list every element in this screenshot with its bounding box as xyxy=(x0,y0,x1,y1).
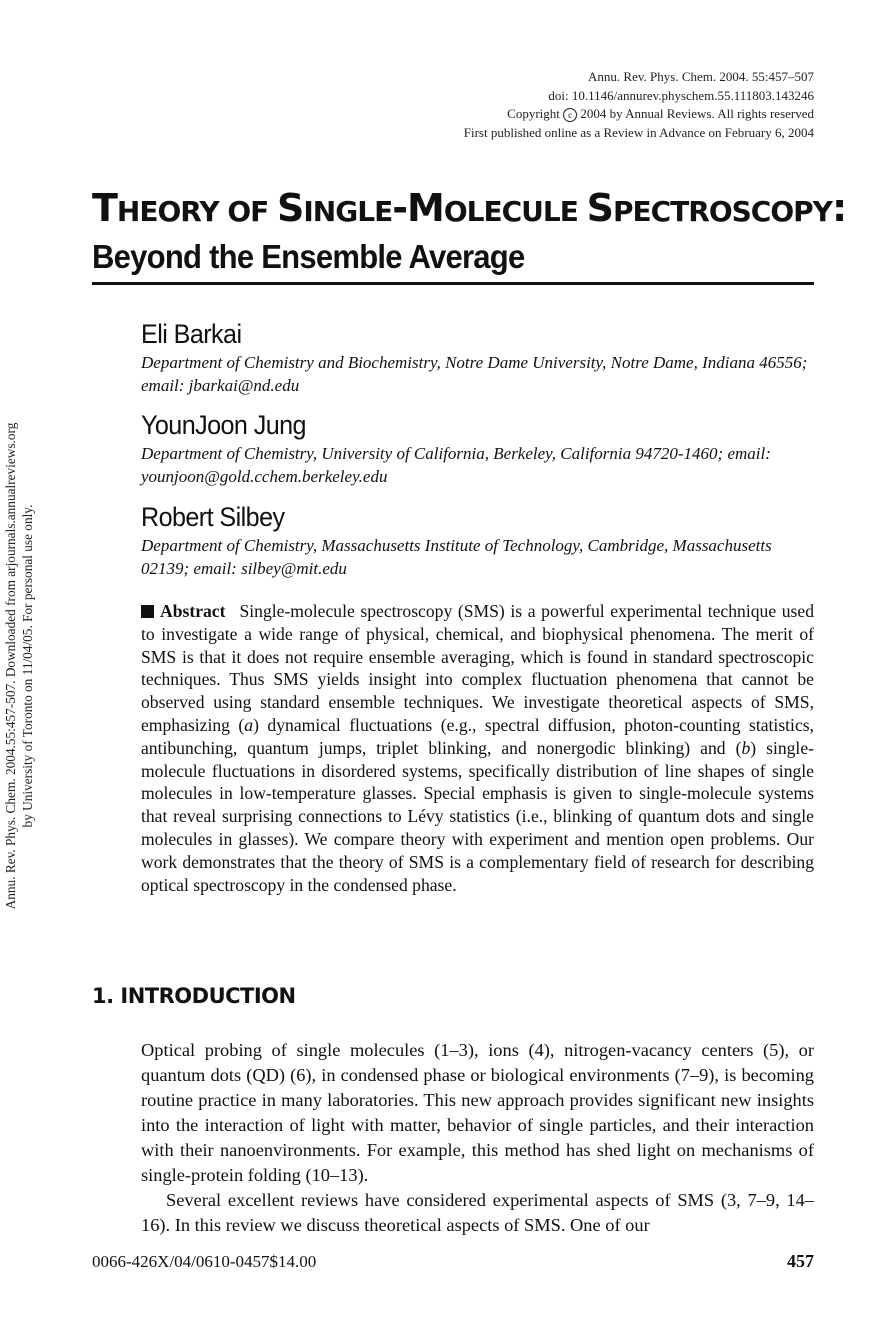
doi-line: doi: 10.1146/annurev.physchem.55.111803.143246 xyxy=(548,87,814,103)
body-text xyxy=(141,1038,814,1238)
page-number: 457 xyxy=(787,1251,814,1271)
title-part: : xyxy=(831,186,847,230)
author-name: Robert Silbey xyxy=(141,502,285,532)
paragraph: Optical probing of single molecules (1–3), ions (4), nitrogen-vacancy centers (5), or quantum dots (QD) (6), in condensed phase or biological environments (7–9), is becoming routine practice in many laboratories. This new approach provides significant new insights into the interaction of light with matter, behavior of single particles, and their interaction with their nanoenvironments. For example, this method has shed light on mechanisms of single-protein folding (10–13). xyxy=(141,1040,814,1185)
title-rule xyxy=(92,282,814,285)
abstract-item-b: b xyxy=(741,737,751,758)
author-affiliation: Department of Chemistry, Massachusetts Institute of Technology, Cambridge, Massachusetts 02139; email: silbey@mit.edu xyxy=(141,536,772,578)
published-line: First published online as a Review in Advance on February 6, 2004 xyxy=(463,124,814,140)
title-part: INGLE xyxy=(303,195,393,228)
title-part: M xyxy=(406,186,444,230)
abstract xyxy=(141,600,814,896)
abstract-bullet-icon xyxy=(141,605,154,618)
article-title xyxy=(92,186,847,230)
section-heading: 1. INTRODUCTION xyxy=(92,984,296,1008)
abstract-text: Single-molecule spectroscopy (SMS) is a powerful experimental technique used to investigate a wide range of physical, chemical, and biophysical phenomena. The merit of SMS is that it does not require ensemble averaging, which is found in standard spectroscopic techniques. Thus SMS yields insight into complex fluctuation phenomena that cannot be observed using standard ensemble techniques. We investigate theoretical aspects of SMS, emphasizing ( xyxy=(141,601,814,735)
abstract-text: ) dynamical fluctuations (e.g., spectral diffusion, photon-counting statistics, antibunching, quantum jumps, triplet blinking, and nonergodic blinking) and ( xyxy=(141,714,814,758)
abstract-item-a: a xyxy=(244,714,254,735)
title-part: S xyxy=(277,186,304,230)
title-part: PECTROSCOPY xyxy=(612,195,832,228)
copyright-prefix: Copyright xyxy=(507,106,560,122)
title-part: S xyxy=(586,186,613,230)
author-affiliation: Department of Chemistry, University of California, Berkeley, California 94720-1460; email: younjoon@gold.cchem.berkeley.edu xyxy=(141,444,771,486)
watermark-line-1: Annu. Rev. Phys. Chem. 2004.55:457-507. Downloaded from arjournals.annualreviews.org xyxy=(3,422,18,910)
copyright-icon: c xyxy=(563,108,577,122)
author-name: Eli Barkai xyxy=(141,319,242,349)
footer-code: 0066-426X/04/0610-0457$14.00 xyxy=(92,1252,317,1271)
abstract-text: ) single-molecule fluctuations in disordered systems, specifically distribution of line shapes of single molecules in low-temperature glasses. Special emphasis is given to single-molecule systems that reveal surprising connections to Lévy statistics (i.e., blinking of quantum dots and single molecules in glasses). We compare theory with experiment and mention open problems. Our work demonstrates that the theory of SMS is a complementary field of research for describing optical spectroscopy in the condensed phase. xyxy=(141,737,814,895)
watermark-line-2: by University of Toronto on 11/04/05. For personal use only. xyxy=(20,504,35,828)
title-part: T xyxy=(92,186,117,230)
title-part: - xyxy=(392,186,407,230)
journal-header xyxy=(464,68,814,142)
paragraph: Several excellent reviews have considered experimental aspects of SMS (3, 7–9, 14–16). In this review we discuss theoretical aspects of SMS. One of our xyxy=(141,1190,814,1235)
copyright-suffix: 2004 by Annual Reviews. All rights reserved xyxy=(580,106,814,122)
abstract-label: Abstract xyxy=(160,601,226,621)
title-part: OLECULE xyxy=(443,195,587,228)
author-name: YounJoon Jung xyxy=(141,410,306,440)
author-affiliation: Department of Chemistry and Biochemistry, Notre Dame University, Notre Dame, Indiana 46556; email: jbarkai@nd.edu xyxy=(141,353,808,395)
title-part: HEORY OF xyxy=(116,195,278,228)
citation-line: Annu. Rev. Phys. Chem. 2004. 55:457–507 xyxy=(588,69,814,84)
download-watermark xyxy=(2,356,38,976)
article-subtitle: Beyond the Ensemble Average xyxy=(92,238,525,275)
copyright-line xyxy=(464,105,814,124)
